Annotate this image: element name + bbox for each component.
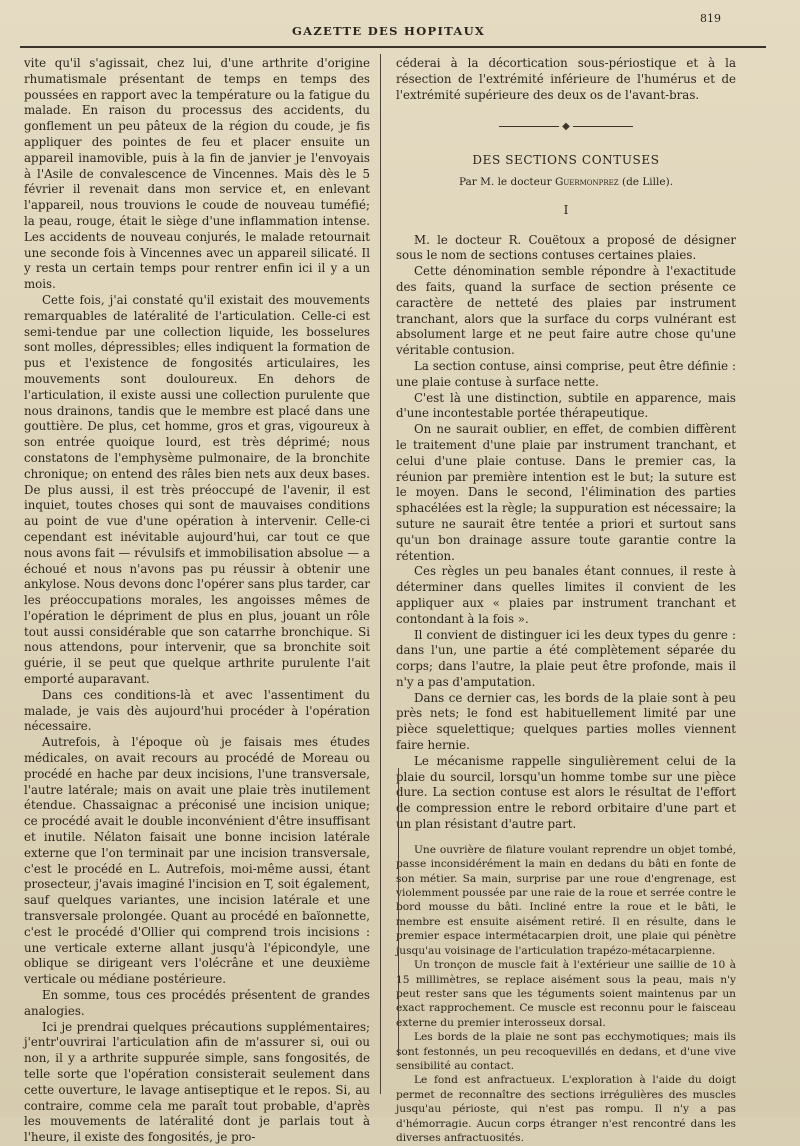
journal-title: GAZETTE DES HOPITAUX — [292, 24, 486, 38]
right-paragraph: Il convient de distinguer ici les deux types du genre : dans l'un, une partie a été complètement séparée du corps; dans l'autre, la plaie peut être profonde, mais il n'y a pas d'amputation. — [396, 627, 736, 689]
column-divider — [380, 54, 381, 1094]
left-paragraph: En somme, tous ces procédés présentent de grandes analogies. — [24, 988, 370, 1018]
observation-paragraph: Un tronçon de muscle fait à l'extérieur une saillie de 10 à 15 millimètres, se replace aisément sous la peau, mais n'y peut rester sans que les téguments soient maintenus par un exact rapprochement. Ce muscle est reconnu pour le faisceau externe du premier interosseux dorsal. — [396, 959, 736, 1029]
byline-suffix: (de Lille). — [621, 175, 674, 188]
right-paragraph: M. le docteur R. Couëtoux a proposé de désigner sous le nom de sections contuses certaines plaies. — [396, 232, 736, 263]
left-paragraph: Ici je prendrai quelques précautions supplémentaires; j'entr'ouvrirai l'articulation afin de m'assurer si, oui ou non, il y a arthrite suppurée simple, sans fongosités, de telle sorte que l'opération consisterait seulement dans cette ouverture, le lavage antiseptique et le repos. Si, au contraire, comme cela me paraît tout probable, d'après les mouvements de latéralité dont je parlais tout à l'heure, il existe des fongosités, je pro- — [24, 1019, 370, 1145]
left-paragraph: Cette fois, j'ai constaté qu'il existait des mouvements remarquables de latéralité de l'articulation. Celle-ci est semi-tendue par une collection liquide, les bosselures sont molles, dépressibles; elles indiquent la formation de pus et l'existence de fongosités articulaires, les mouvements sont douloureux. En dehors de l'articulation, il existe aussi une collection purulente que nous drainons, tandis que le membre est placé dans une gouttière. De plus, cet homme, gros et gras, vigoureux à son entrée quoique lourd, est très déprimé; nous constatons de l'emphysème pulmonaire, de la bronchite chronique; on entend des râles bien nets aux deux bases. De plus aussi, il est très préoccupé de l'avenir, il est inquiet, toutes choses qui sont de mauvaises conditions au point de vue d'une opération à intervenir. Celle-ci cependant est inévitable aujourd'hui, car tout ce que nous avons fait — révulsifs et immobilisation absolue — a échoué et nous n'avons pas pu réussir à obtenir une ankylose. Nous devons donc l'opérer sans plus tarder, car les préoccupations morales, les angoisses mêmes de l'opération le dépriment de plus en plus, jouant un rôle tout aussi considérable que son catarrhe bronchique. Si nous attendons, pour intervenir, que sa bronchite soit guérie, il se peut que quelque arthrite purulente l'ait emporté auparavant. — [24, 292, 370, 687]
right-intro: céderai à la décortication sous-périostique et à la résection de l'extrémité inférieure de l'humérus et de l'extrémité supérieure des deux os de l'avant-bras. — [396, 56, 736, 102]
right-paragraph: Ces règles un peu banales étant connues, il reste à déterminer dans quelles limites il convient de les appliquer aux « plaies par instrument tranchant et contondant à la fois ». — [396, 564, 736, 626]
byline-prefix: Par M. le docteur — [458, 175, 552, 188]
right-paragraph: Cette dénomination semble répondre à l'exactitude des faits, quand la surface de section présente ce caractère de netteté des plaies par instrument tranchant, alors que la surface du corps vulnérant est absolument large et ne peut faire autre chose qu'une véritable contusion. — [396, 264, 736, 358]
left-paragraph: Dans ces conditions-là et avec l'assentiment du malade, je vais dès aujourd'hui procéder à l'opération nécessaire. — [24, 687, 370, 734]
section-ornament: ◆ — [396, 119, 736, 135]
page-header — [0, 0, 800, 52]
case-observation — [396, 843, 736, 1146]
right-paragraph: On ne saurait oublier, en effet, de combien diffèrent le traitement d'une plaie par instrument tranchant, et celui d'une plaie contuse. Dans le premier cas, la réunion par première intention est le but; la suture est le moyen. Dans le second, l'élimination des parties sphacélées est la règle; la suppuration est nécessaire; la suture ne saurait être tentée a priori et surtout sans qu'un bon drainage assure toute garantie contre la rétention. — [396, 422, 736, 563]
observation-paragraph: Les bords de la plaie ne sont pas ecchymotiques; mais ils sont festonnés, un peu recoquevillés en dedans, et d'une vive sensibilité au contact. — [396, 1031, 736, 1072]
chapter-number: I — [563, 202, 569, 217]
observation-paragraph: Une ouvrière de filature voulant reprendre un objet tombé, passe inconsidérément la main en dedans du bâti en fonte de son métier. Sa main, surprise par une roue d'engrenage, est violemment poussée par une raie de la roue et serrée contre le bord mousse du bâti. Incliné entre la roue et le bâti, le membre est ensuite aisément retiré. Il en résulte, dans le premier espace intermétacarpien droit, une plaie qui pénètre jusqu'au voisinage de l'articulation trapézo-métacarpienne. — [396, 843, 736, 957]
header-rule — [20, 46, 766, 48]
observation-paragraph: Le fond est anfractueux. L'exploration à l'aide du doigt permet de reconnaître des sections irrégulières des muscles jusqu'au périoste, qui n'est pas rompu. Il n'y a pas d'hémorragie. Aucun corps étranger n'est rencontré dans les diverses anfractuosités. — [396, 1074, 736, 1144]
observation-margin-bar — [398, 768, 403, 1056]
byline-author: Guermonprez — [554, 175, 619, 188]
left-paragraph: Autrefois, à l'époque où je faisais mes études médicales, on avait recours au procédé de Moreau ou procédé en hache par deux incisions, l'une transversale, l'autre latérale; mais on avait une plaie très inutilement étendue. Chassaignac a préconisé une incision unique; ce procédé avait le double inconvénient d'être insuffisant et inutile. Nélaton faisait une bonne incision latérale externe que l'on terminait par une incision transversale, c'est le procédé en L. Autrefois, moi-même aussi, étant prosecteur, j'avais imaginé l'incision en T, soit également, sauf quelques variantes, une incision latérale et une transversale prolongée. Quant au procédé en baïonnette, c'est le procédé d'Ollier qui comprend trois incisions : une verticale externe allant jusqu'à l'épicondyle, une oblique se dirigeant vers l'olécrâne et une deuxième verticale ou médiane postérieure. — [24, 735, 370, 987]
left-paragraph: vite qu'il s'agissait, chez lui, d'une arthrite d'origine rhumatismale présentant de temps en temps des poussées en rapport avec la température ou la fatigue du malade. En raison du processus des accidents, du gonflement un peu pâteux de la région du coude, je fis appliquer des pointes de feu et placer ensuite un appareil inamovible, puis à la fin de janvier je l'envoyais à l'Asile de convalescence de Vincennes. Mais dès le 5 février il revenait dans mon service et, en enlevant l'appareil, nous trouvions le coude de nouveau tuméfié; la peau, rouge, était le siège d'une inflammation intense. Les accidents de nouveau conjurés, le malade retournait une seconde fois à Vincennes avec un appareil silicaté. Il y resta un certain temps pour rentrer enfin ici il y a un mois. — [24, 56, 370, 292]
right-paragraph: La section contuse, ainsi comprise, peut être définie : une plaie contuse à surface nette. — [396, 358, 736, 389]
right-paragraph: C'est là une distinction, subtile en apparence, mais d'une incontestable portée thérapeutique. — [396, 390, 736, 421]
page-number: 819 — [700, 12, 721, 25]
right-paragraph: Dans ce dernier cas, les bords de la plaie sont à peu près nets; le fond est habituellement limité par une pièce squelettique; quelques parties molles viennent faire hernie. — [396, 690, 736, 753]
article-byline — [396, 175, 736, 191]
right-column — [396, 56, 736, 1145]
right-paragraph: Le mécanisme rappelle singulièrement celui de la plaie du sourcil, lorsqu'un homme tombe sur une pièce dure. La section contuse est alors le résultat de l'effort de compression entre le rebord orbitaire d'une part et un plan résistant d'autre part. — [396, 753, 736, 832]
left-column — [24, 56, 370, 1146]
section-title: DES SECTIONS CONTUSES — [472, 153, 660, 168]
